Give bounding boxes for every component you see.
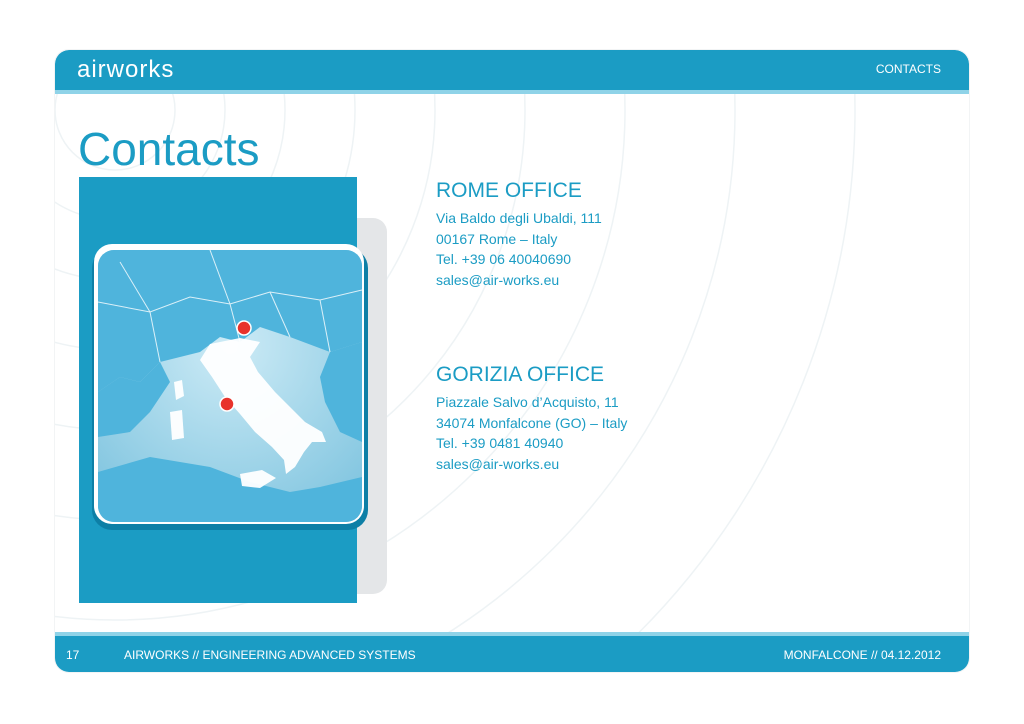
office-address-line1: Piazzale Salvo d’Acquisto, 11 bbox=[436, 394, 619, 410]
footer-place-date: MONFALCONE // 04.12.2012 bbox=[783, 648, 941, 662]
slide bbox=[55, 50, 969, 672]
monfalcone-marker-icon bbox=[237, 321, 251, 335]
airworks-logo: airworks bbox=[77, 56, 175, 83]
office-email[interactable]: sales@air-works.eu bbox=[436, 271, 560, 288]
office-name: ROME OFFICE bbox=[436, 179, 582, 202]
italy-map-icon bbox=[90, 242, 370, 532]
office-address-line2: 34074 Monfalcone (GO) – Italy bbox=[436, 414, 628, 431]
header-bar bbox=[55, 50, 969, 90]
page-number: 17 bbox=[66, 648, 80, 662]
rome-marker-icon bbox=[220, 397, 234, 411]
office-address-line1: Via Baldo degli Ubaldi, 111 bbox=[436, 210, 602, 226]
section-label: CONTACTS bbox=[875, 62, 941, 76]
office-phone: Tel. +39 0481 40940 bbox=[436, 435, 564, 451]
office-address-line2: 00167 Rome – Italy bbox=[436, 230, 558, 247]
office-phone: Tel. +39 06 40040690 bbox=[436, 251, 572, 267]
page-title: Contacts bbox=[78, 123, 260, 175]
rome-office bbox=[436, 178, 776, 290]
gorizia-office bbox=[436, 362, 776, 474]
footer-company: AIRWORKS // ENGINEERING ADVANCED SYSTEMS bbox=[124, 648, 416, 662]
footer-bar bbox=[55, 636, 969, 672]
office-name: GORIZIA OFFICE bbox=[436, 363, 605, 386]
office-email[interactable]: sales@air-works.eu bbox=[436, 455, 560, 472]
